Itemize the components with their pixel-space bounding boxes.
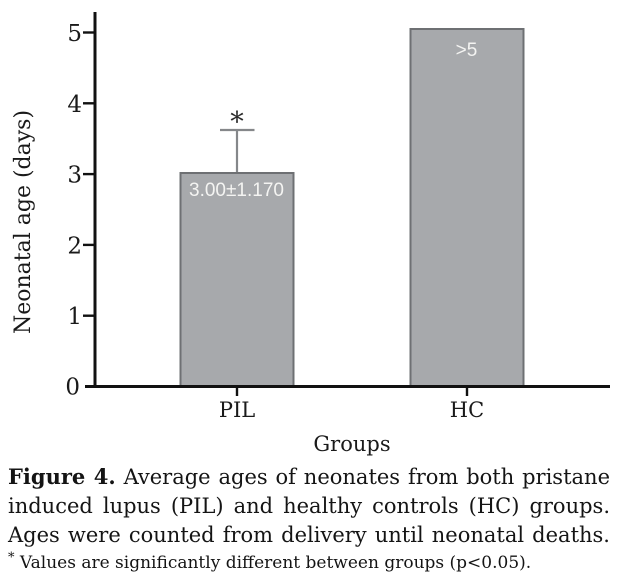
footnote-text: Values are significantly different between groups (p<0.05). xyxy=(19,553,532,573)
caption-line-2: induced lupus (PIL) and healthy controls (HC) groups. xyxy=(8,494,610,518)
y-tick-label-1: 1 xyxy=(67,304,82,331)
significance-asterisk: * xyxy=(230,107,244,138)
footnote-asterisk: * xyxy=(8,550,15,566)
bar-pil xyxy=(181,173,294,387)
y-tick-label-4: 4 xyxy=(67,91,82,118)
y-tick-label-5: 5 xyxy=(67,21,82,47)
y-axis-title: Neonatal age (days) xyxy=(11,109,36,335)
bar-value-label-pil: 3.00±1.170 xyxy=(189,180,284,201)
caption-line-3: Ages were counted from delivery until neonatal deaths. xyxy=(8,523,610,547)
bar-hc xyxy=(411,29,524,387)
bar-value-label-hc: >5 xyxy=(455,40,478,61)
y-tick-label-0: 0 xyxy=(65,374,80,401)
y-tick-label-3: 3 xyxy=(67,162,82,189)
figure-number-label: Figure 4. xyxy=(8,464,116,489)
caption-line-1-text: Average ages of neonates from both pristane xyxy=(123,465,610,489)
x-axis-title: Groups xyxy=(313,432,391,456)
caption-line-1 xyxy=(8,462,610,492)
y-tick-label-2: 2 xyxy=(67,233,82,260)
x-category-label-hc: HC xyxy=(449,398,485,422)
figure-caption xyxy=(0,460,620,574)
caption-footnote xyxy=(8,552,610,574)
x-category-label-pil: PIL xyxy=(218,398,256,422)
